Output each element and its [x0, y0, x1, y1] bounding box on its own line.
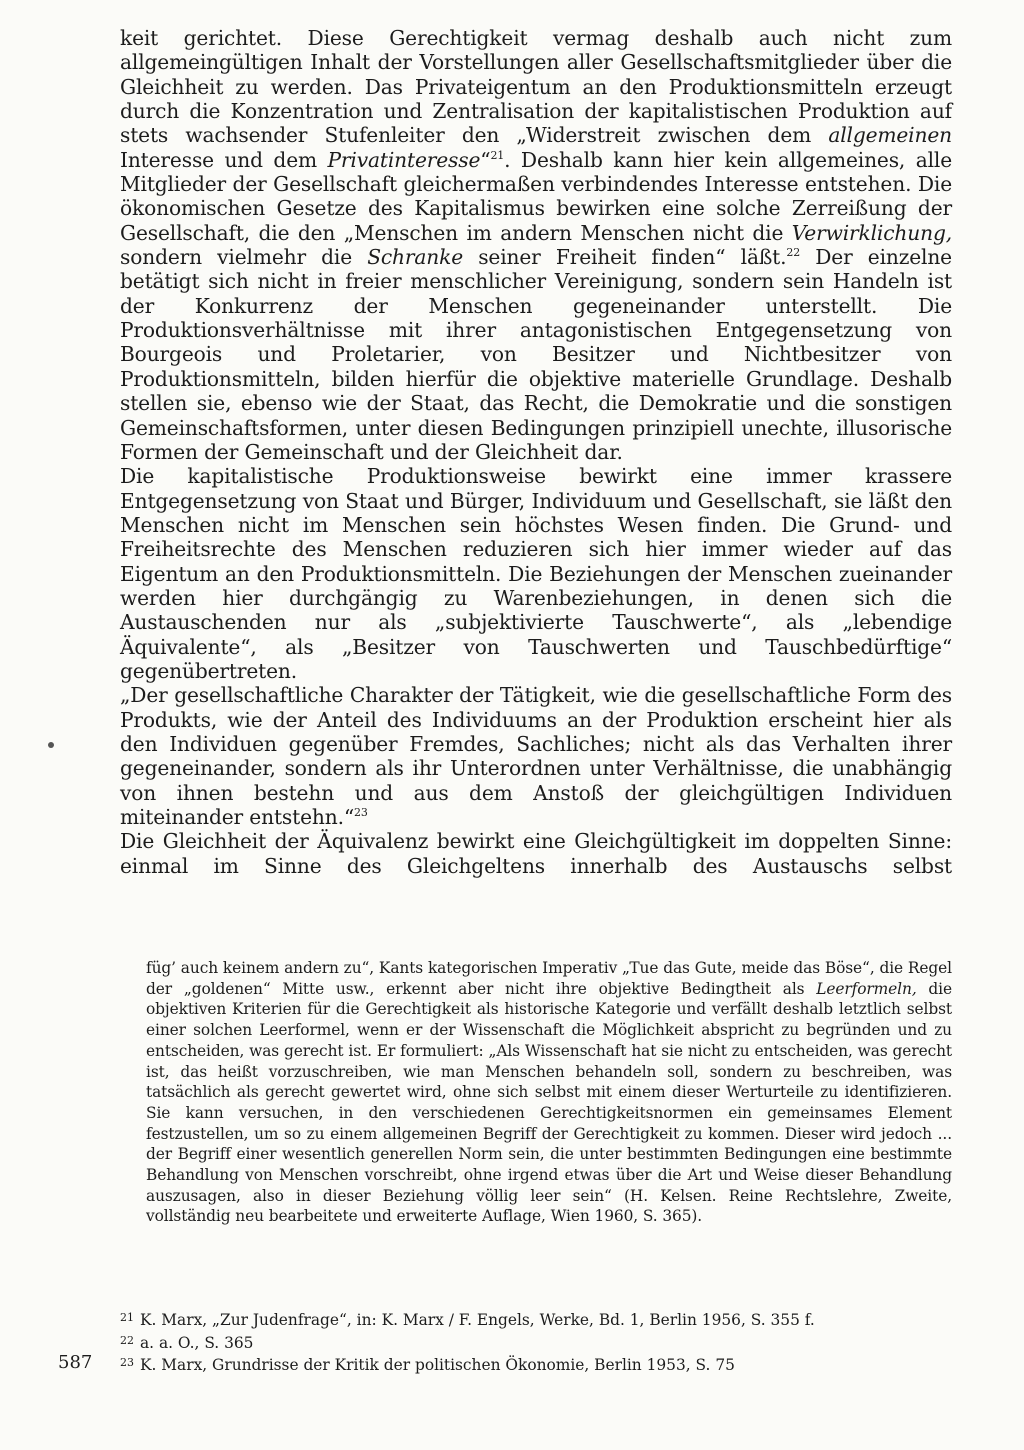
text-run: seiner Freiheit finden“ läßt. — [463, 245, 787, 270]
text-run: „Der gesellschaftliche Charakter der Tätigkeit, wie die gesellschaftliche Form des Produkts, wie der Anteil des Individuums an der Produktion erscheint hier als den Individuen gegenüber Fremdes, Sachliches; nicht als das Verhalten ihrer gegeneinander, sondern als ihr Unterordnen unter Verhältnisse, die unabhängig von ihnen bestehn und aus dem Anstoß der gleichgültigen Individuen miteinander entstehn.“ — [120, 683, 952, 829]
footnote-text: K. Marx, „Zur Judenfrage“, in: K. Marx / F. Engels, Werke, Bd. 1, Berlin 1956, S. 355 f. — [140, 1311, 815, 1329]
footnote-text: a. a. O., S. 365 — [140, 1333, 254, 1352]
footnote — [120, 1353, 952, 1376]
text-run: Interesse und dem — [120, 147, 328, 172]
footnote-reference: 22 — [786, 246, 801, 260]
text-run: “ — [480, 147, 491, 172]
text-run: allgemeinen — [828, 123, 952, 148]
footnote-number: 23 — [120, 1356, 134, 1370]
footnote-continuation — [146, 958, 952, 1227]
footnote-area — [120, 958, 952, 1227]
page-number: 587 — [58, 1352, 93, 1373]
text-run: Schranke — [367, 245, 464, 270]
footnote-reference: 23 — [354, 806, 368, 819]
footnote-text: K. Marx, Grundrisse der Kritik der politischen Ökonomie, Berlin 1953, S. 75 — [140, 1356, 735, 1375]
text-run: Die kapitalistische Produktionsweise bewirkt eine immer krassere Entgegensetzung von Staat und Bürger, Individuum und Gesellschaft, sie läßt den Menschen nicht im Menschen sein höchstes Wesen finden. Die Grund- und Freiheitsrechte des Menschen reduzieren sich hier immer wieder auf das Eigentum an den Produktionsmitteln. Die Beziehungen der Menschen zueinander werden hier durchgängig zu Warenbeziehungen, in denen sich die Austauschenden nur als „subjektivierte Tauschwerte“, als „lebendige Äquivalente“, als „Besitzer von Tauschwerten und Tauschbedürftige“ gegenübertreten. — [120, 464, 952, 683]
footnote-list — [120, 1308, 952, 1376]
paragraph — [120, 464, 952, 683]
text-run: sondern vielmehr die — [120, 245, 368, 270]
text-run: . Deshalb kann hier kein allgemeines, alle Mitglieder der Gesellschaft gleichermaßen verbindendes Interesse entstehen. Die ökonomischen Gesetze des Kapitalismus bewirken eine solche Zerreißung der Gesellschaft, die den „Menschen im andern Menschen nicht die — [120, 147, 952, 245]
text-run: Privatinteresse — [327, 147, 481, 172]
paragraph — [120, 829, 952, 878]
text-run: keit gerichtet. Diese Gerechtigkeit vermag deshalb auch nicht zum allgemeingültigen Inhalt der Vorstellungen aller Gesellschaftsmitglieder über die Gleichheit zu werden. Das Privateigentum an den Produktionsmitteln erzeugt durch die Konzentration und Zentralisation der kapitalistischen Produktion auf stets wachsender Stufenleiter den „Widerstreit zwischen dem — [120, 26, 952, 148]
paragraph — [120, 683, 952, 829]
text-run: Leerformeln, — [816, 979, 917, 998]
text-run: füg’ auch keinem andern zu“, Kants kategorischen Imperativ „Tue das Gute, meide das Böse“, die Regel der „goldenen“ Mitte usw., erkennt aber nicht ihre objektive Bedingtheit als — [146, 959, 952, 998]
paragraph — [120, 26, 952, 464]
text-run: die objektiven Kriterien für die Gerechtigkeit als historische Kategorie und verfällt deshalb letztlich selbst einer solchen Leerformel, wenn er der Wissenschaft die Möglichkeit abspricht zu begründen und zu entscheiden, was gerecht ist. Er formuliert: „Als Wissenschaft hat sie nicht zu entscheiden, was gerecht ist, das heißt vorzuschreiben, wie man Menschen behandeln soll, sondern zu beschreiben, was tatsächlich als gerecht gewertet wird, ohne sich selbst mit einem dieser Werturteile zu identifizieren. Sie kann versuchen, in den verschiedenen Gerechtigkeitsnormen ein gemeinsames Element festzustellen, um so zu einem allgemeinen Begriff der Gerechtigkeit zu kommen. Dieser wird jedoch ... der Begriff einer wesentlich generellen Norm sein, die unter bestimmten Bedingungen eine bestimmte Behandlung von Menschen vorschreibt, ohne irgend etwas über die Art und Weise dieser Behandlung auszusagen, also in dieser Beziehung völlig leer sein“ (H. Kelsen. Reine Rechtslehre, Zweite, vollständig neu bearbeitete und erweiterte Auflage, Wien 1960, S. 365). — [146, 979, 953, 1226]
margin-mark — [48, 742, 54, 748]
main-text — [120, 26, 952, 878]
footnote — [120, 1331, 952, 1354]
footnote-number: 21 — [120, 1311, 134, 1324]
footnote-number: 22 — [120, 1333, 134, 1347]
text-run: Die Gleichheit der Äquivalenz bewirkt eine Gleichgültigkeit im doppelten Sinne: einmal im Sinne des Gleichgeltens innerhalb des Austauschs selbst — [120, 829, 952, 878]
footnote-reference: 21 — [490, 148, 505, 162]
text-run: Verwirklichung, — [791, 220, 952, 245]
footnote — [120, 1308, 952, 1331]
text-run: Der einzelne betätigt sich nicht in freier menschlicher Vereinigung, sondern sein Handeln ist der Konkurrenz der Menschen gegeneinander unterstellt. Die Produktionsverhältnisse mit ihrer antagonistischen Entgegensetzung von Bourgeois und Proletarier, von Besitzer und Nichtbesitzer von Produktionsmitteln, bilden hierfür die objektive materielle Grundlage. Deshalb stellen sie, ebenso wie der Staat, das Recht, die Demokratie und die sonstigen Gemeinschaftsformen, unter diesen Bedingungen prinzipiell unechte, illusorische Formen der Gemeinschaft und der Gleichheit dar. — [120, 245, 952, 464]
